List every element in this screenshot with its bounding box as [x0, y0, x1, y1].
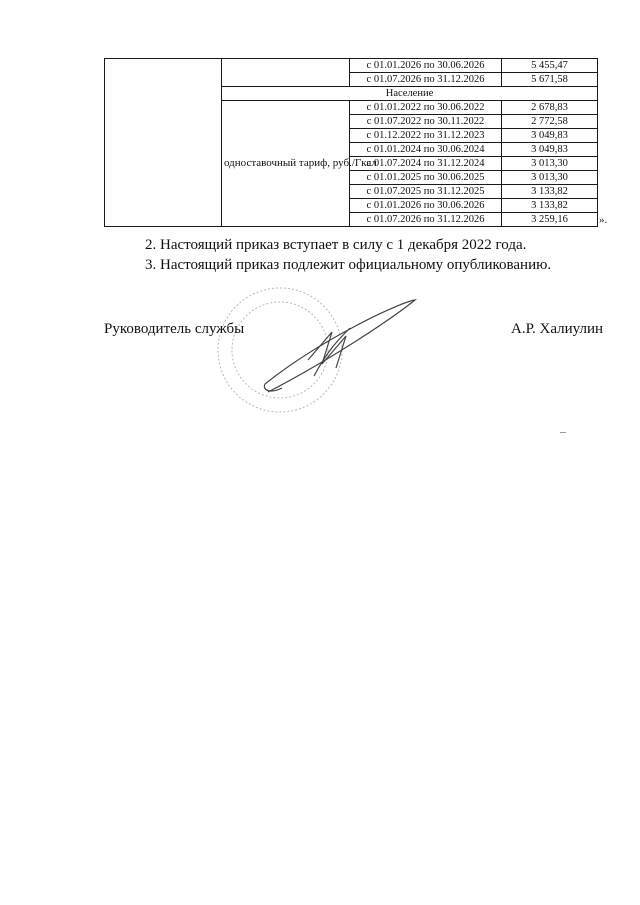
signature-title: Руководитель службы [104, 321, 245, 337]
value-cell: 3 133,82 [502, 199, 598, 213]
value-cell: 3 133,82 [502, 185, 598, 199]
period-cell: с 01.07.2026 по 31.12.2026 [350, 73, 502, 87]
value-cell: 3 049,83 [502, 129, 598, 143]
scan-speck [560, 432, 566, 433]
period-cell: с 01.01.2026 по 30.06.2026 [350, 59, 502, 73]
period-cell: с 01.01.2024 по 30.06.2024 [350, 143, 502, 157]
value-cell: 5 455,47 [502, 59, 598, 73]
value-cell: 2 772,58 [502, 115, 598, 129]
empty-cell [222, 59, 350, 87]
stamp-signature-graphic [210, 280, 430, 420]
period-cell: с 01.12.2022 по 31.12.2023 [350, 129, 502, 143]
value-cell: 3 049,83 [502, 143, 598, 157]
period-cell: с 01.01.2022 по 30.06.2022 [350, 101, 502, 115]
period-cell: с 01.07.2025 по 31.12.2025 [350, 185, 502, 199]
signature-name: А.Р. Халиулин [511, 321, 604, 337]
paragraph-effective-date: 2. Настоящий приказ вступает в силу с 1 декабря 2022 года. [145, 237, 527, 253]
paragraph-publication: 3. Настоящий приказ подлежит официальному опубликованию. [145, 257, 552, 273]
tariff-table [104, 58, 598, 227]
period-cell: с 01.07.2024 по 31.12.2024 [350, 157, 502, 171]
period-cell: с 01.07.2026 по 31.12.2026 [350, 213, 502, 227]
period-cell: с 01.01.2026 по 30.06.2026 [350, 199, 502, 213]
group-label: Население [222, 87, 598, 101]
value-cell: 3 259,16 [502, 213, 598, 227]
tariff-name-cell: одноставочный тариф, руб./Гкал [222, 101, 350, 227]
value-cell: 2 678,83 [502, 101, 598, 115]
value-cell: 5 671,58 [502, 73, 598, 87]
closing-quote: ». [599, 214, 608, 226]
period-cell: с 01.07.2022 по 30.11.2022 [350, 115, 502, 129]
empty-cell [105, 59, 222, 227]
table-row [105, 59, 598, 73]
value-cell: 3 013,30 [502, 157, 598, 171]
value-cell: 3 013,30 [502, 171, 598, 185]
period-cell: с 01.01.2025 по 30.06.2025 [350, 171, 502, 185]
